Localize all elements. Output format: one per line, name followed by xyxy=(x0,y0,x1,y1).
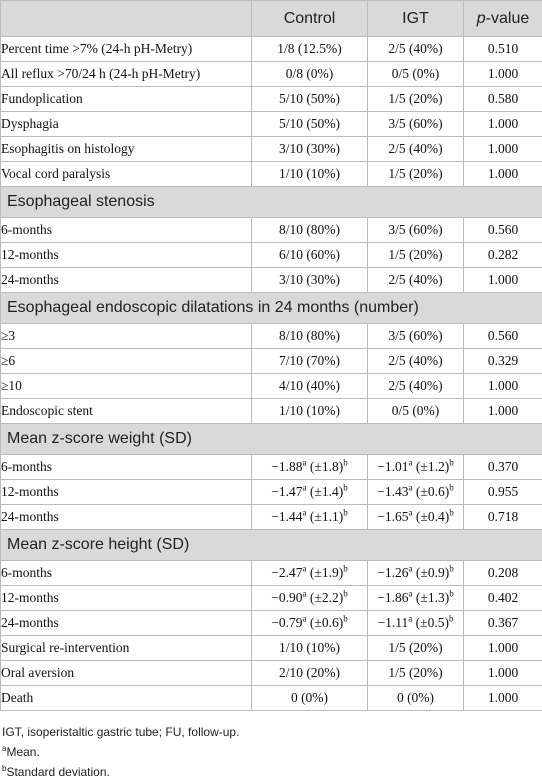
table-row xyxy=(1,505,542,530)
row-label: 6-months xyxy=(1,455,252,480)
p-value: 0.560 xyxy=(464,324,542,349)
igt-value: 0/5 (0%) xyxy=(368,62,464,87)
table-row xyxy=(1,87,542,112)
footnote-a xyxy=(2,742,239,762)
row-label: All reflux >70/24 h (24-h pH-Metry) xyxy=(1,62,252,87)
row-label: Dysphagia xyxy=(1,112,252,137)
footnote-b xyxy=(2,762,239,782)
p-value: 1.000 xyxy=(464,112,542,137)
p-value: 1.000 xyxy=(464,62,542,87)
header-control: Control xyxy=(252,1,368,37)
control-value: 0 (0%) xyxy=(252,686,368,711)
table-row xyxy=(1,399,542,424)
sup-sd-marker: b xyxy=(343,614,348,624)
row-label: 24-months xyxy=(1,505,252,530)
table-header-row xyxy=(1,1,542,37)
igt-value: 2/5 (40%) xyxy=(368,374,464,399)
p-value: 1.000 xyxy=(464,162,542,187)
table-row xyxy=(1,62,542,87)
header-p-rest: -value xyxy=(486,10,530,27)
table-row xyxy=(1,661,542,686)
igt-sd: (±0.9) xyxy=(413,565,450,580)
footnote-b-text: Standard deviation. xyxy=(6,765,109,779)
section-header: Mean z-score weight (SD) xyxy=(1,424,542,455)
row-label: Esophagitis on histology xyxy=(1,137,252,162)
igt-sd: (±0.6) xyxy=(413,484,450,499)
control-value: 3/10 (30%) xyxy=(252,268,368,293)
section-header-row xyxy=(1,530,542,561)
control-value: 6/10 (60%) xyxy=(252,243,368,268)
row-label: Vocal cord paralysis xyxy=(1,162,252,187)
table-row xyxy=(1,218,542,243)
p-value: 0.402 xyxy=(464,586,542,611)
igt-value: 1/5 (20%) xyxy=(368,162,464,187)
igt-value: 3/5 (60%) xyxy=(368,112,464,137)
igt-value: 2/5 (40%) xyxy=(368,349,464,374)
sup-sd-marker: b xyxy=(343,564,348,574)
igt-value xyxy=(368,480,464,505)
row-label: Oral aversion xyxy=(1,661,252,686)
table-row xyxy=(1,686,542,711)
igt-value xyxy=(368,561,464,586)
igt-sd: (±0.5) xyxy=(412,615,449,630)
igt-value: 2/5 (40%) xyxy=(368,268,464,293)
sup-mean-marker: a xyxy=(303,614,307,624)
control-value: 5/10 (50%) xyxy=(252,87,368,112)
table-row xyxy=(1,37,542,62)
igt-value: 1/5 (20%) xyxy=(368,87,464,112)
section-header: Esophageal stenosis xyxy=(1,187,542,218)
header-igt: IGT xyxy=(368,1,464,37)
p-value: 0.282 xyxy=(464,243,542,268)
footnotes xyxy=(2,722,239,782)
igt-sd: (±0.4) xyxy=(413,509,450,524)
p-value: 0.329 xyxy=(464,349,542,374)
control-value: 8/10 (80%) xyxy=(252,324,368,349)
table-row xyxy=(1,480,542,505)
section-header-row xyxy=(1,424,542,455)
igt-value: 3/5 (60%) xyxy=(368,218,464,243)
sup-sd-marker: b xyxy=(449,564,454,574)
row-label: ≥3 xyxy=(1,324,252,349)
row-label: Death xyxy=(1,686,252,711)
sup-mean-marker: a xyxy=(303,458,307,468)
p-value: 0.718 xyxy=(464,505,542,530)
control-value: 2/10 (20%) xyxy=(252,661,368,686)
row-label: 24-months xyxy=(1,268,252,293)
sup-sd-marker: b xyxy=(449,508,454,518)
control-mean: −0.79 xyxy=(271,615,302,630)
table-body xyxy=(1,37,542,711)
row-label: 12-months xyxy=(1,480,252,505)
igt-mean: −1.01 xyxy=(377,459,408,474)
control-sd: (±2.2) xyxy=(307,590,344,605)
p-value: 0.560 xyxy=(464,218,542,243)
control-value: 1/10 (10%) xyxy=(252,399,368,424)
p-value: 0.367 xyxy=(464,611,542,636)
igt-mean: −1.11 xyxy=(378,615,409,630)
sup-sd-marker: b xyxy=(449,589,454,599)
control-mean: −1.47 xyxy=(271,484,302,499)
sup-sd-marker: b xyxy=(449,483,454,493)
sup-mean-marker: a xyxy=(303,508,307,518)
igt-mean: −1.26 xyxy=(377,565,408,580)
sup-mean-marker: a xyxy=(303,483,307,493)
footnote-abbreviations: IGT, isoperistaltic gastric tube; FU, follow-up. xyxy=(2,722,239,742)
sup-mean-marker: a xyxy=(409,508,413,518)
sup-mean-marker: a xyxy=(408,614,412,624)
p-value: 1.000 xyxy=(464,374,542,399)
control-value xyxy=(252,611,368,636)
igt-value: 2/5 (40%) xyxy=(368,37,464,62)
igt-value: 0/5 (0%) xyxy=(368,399,464,424)
igt-value: 1/5 (20%) xyxy=(368,661,464,686)
igt-value xyxy=(368,505,464,530)
control-value: 4/10 (40%) xyxy=(252,374,368,399)
p-value: 1.000 xyxy=(464,137,542,162)
control-value xyxy=(252,561,368,586)
row-label: ≥6 xyxy=(1,349,252,374)
igt-value xyxy=(368,586,464,611)
section-header-row xyxy=(1,293,542,324)
control-value: 3/10 (30%) xyxy=(252,137,368,162)
igt-value: 1/5 (20%) xyxy=(368,636,464,661)
igt-mean: −1.65 xyxy=(377,509,408,524)
control-value: 1/10 (10%) xyxy=(252,162,368,187)
table-row xyxy=(1,112,542,137)
table-row xyxy=(1,349,542,374)
sup-mean-marker: a xyxy=(409,483,413,493)
table-row xyxy=(1,374,542,399)
control-value: 5/10 (50%) xyxy=(252,112,368,137)
control-value: 0/8 (0%) xyxy=(252,62,368,87)
igt-value: 0 (0%) xyxy=(368,686,464,711)
row-label: 12-months xyxy=(1,586,252,611)
section-header-row xyxy=(1,187,542,218)
control-value xyxy=(252,586,368,611)
footnote-a-text: Mean. xyxy=(6,745,39,759)
igt-value xyxy=(368,611,464,636)
header-empty xyxy=(1,1,252,37)
control-mean: −0.90 xyxy=(271,590,302,605)
table-row xyxy=(1,611,542,636)
row-label: 24-months xyxy=(1,611,252,636)
control-sd: (±0.6) xyxy=(307,615,344,630)
sup-sd-marker: b xyxy=(449,458,454,468)
table-row xyxy=(1,455,542,480)
control-mean: −1.44 xyxy=(271,509,302,524)
sup-sd-marker: b xyxy=(449,614,454,624)
sup-mean-marker: a xyxy=(409,589,413,599)
control-value xyxy=(252,455,368,480)
row-label: Percent time >7% (24-h pH-Metry) xyxy=(1,37,252,62)
control-sd: (±1.9) xyxy=(307,565,344,580)
igt-sd: (±1.2) xyxy=(413,459,450,474)
table-row xyxy=(1,636,542,661)
p-value: 0.208 xyxy=(464,561,542,586)
control-value xyxy=(252,505,368,530)
row-label: Endoscopic stent xyxy=(1,399,252,424)
sup-sd-marker: b xyxy=(343,589,348,599)
control-mean: −1.88 xyxy=(271,459,302,474)
table-row xyxy=(1,586,542,611)
section-header: Esophageal endoscopic dilatations in 24 months (number) xyxy=(1,293,542,324)
sup-mean-marker: a xyxy=(303,564,307,574)
p-value: 0.510 xyxy=(464,37,542,62)
header-p-italic: p xyxy=(477,10,486,27)
row-label: 6-months xyxy=(1,218,252,243)
table-row xyxy=(1,324,542,349)
p-value: 1.000 xyxy=(464,636,542,661)
p-value: 1.000 xyxy=(464,268,542,293)
control-sd: (±1.8) xyxy=(307,459,344,474)
igt-value: 3/5 (60%) xyxy=(368,324,464,349)
sup-sd-marker: b xyxy=(343,508,348,518)
sup-sd-marker: b xyxy=(343,483,348,493)
igt-value: 2/5 (40%) xyxy=(368,137,464,162)
control-mean: −2.47 xyxy=(271,565,302,580)
table-row xyxy=(1,561,542,586)
control-sd: (±1.1) xyxy=(307,509,344,524)
control-value: 1/10 (10%) xyxy=(252,636,368,661)
table-row xyxy=(1,137,542,162)
p-value: 0.370 xyxy=(464,455,542,480)
row-label: Fundoplication xyxy=(1,87,252,112)
footnote-a-marker: a xyxy=(2,744,6,753)
igt-value xyxy=(368,455,464,480)
table-row xyxy=(1,268,542,293)
row-label: 6-months xyxy=(1,561,252,586)
p-value: 0.580 xyxy=(464,87,542,112)
footnote-b-marker: b xyxy=(2,764,6,773)
header-p-value xyxy=(464,1,542,37)
sup-mean-marker: a xyxy=(303,589,307,599)
sup-mean-marker: a xyxy=(409,458,413,468)
table-row xyxy=(1,243,542,268)
control-value: 7/10 (70%) xyxy=(252,349,368,374)
table-row xyxy=(1,162,542,187)
row-label: Surgical re-intervention xyxy=(1,636,252,661)
section-header: Mean z-score height (SD) xyxy=(1,530,542,561)
igt-value: 1/5 (20%) xyxy=(368,243,464,268)
control-sd: (±1.4) xyxy=(307,484,344,499)
p-value: 1.000 xyxy=(464,399,542,424)
control-value: 8/10 (80%) xyxy=(252,218,368,243)
control-value: 1/8 (12.5%) xyxy=(252,37,368,62)
sup-sd-marker: b xyxy=(343,458,348,468)
row-label: ≥10 xyxy=(1,374,252,399)
sup-mean-marker: a xyxy=(409,564,413,574)
igt-mean: −1.86 xyxy=(377,590,408,605)
control-value xyxy=(252,480,368,505)
p-value: 1.000 xyxy=(464,686,542,711)
p-value: 0.955 xyxy=(464,480,542,505)
row-label: 12-months xyxy=(1,243,252,268)
igt-mean: −1.43 xyxy=(377,484,408,499)
igt-sd: (±1.3) xyxy=(413,590,450,605)
p-value: 1.000 xyxy=(464,661,542,686)
